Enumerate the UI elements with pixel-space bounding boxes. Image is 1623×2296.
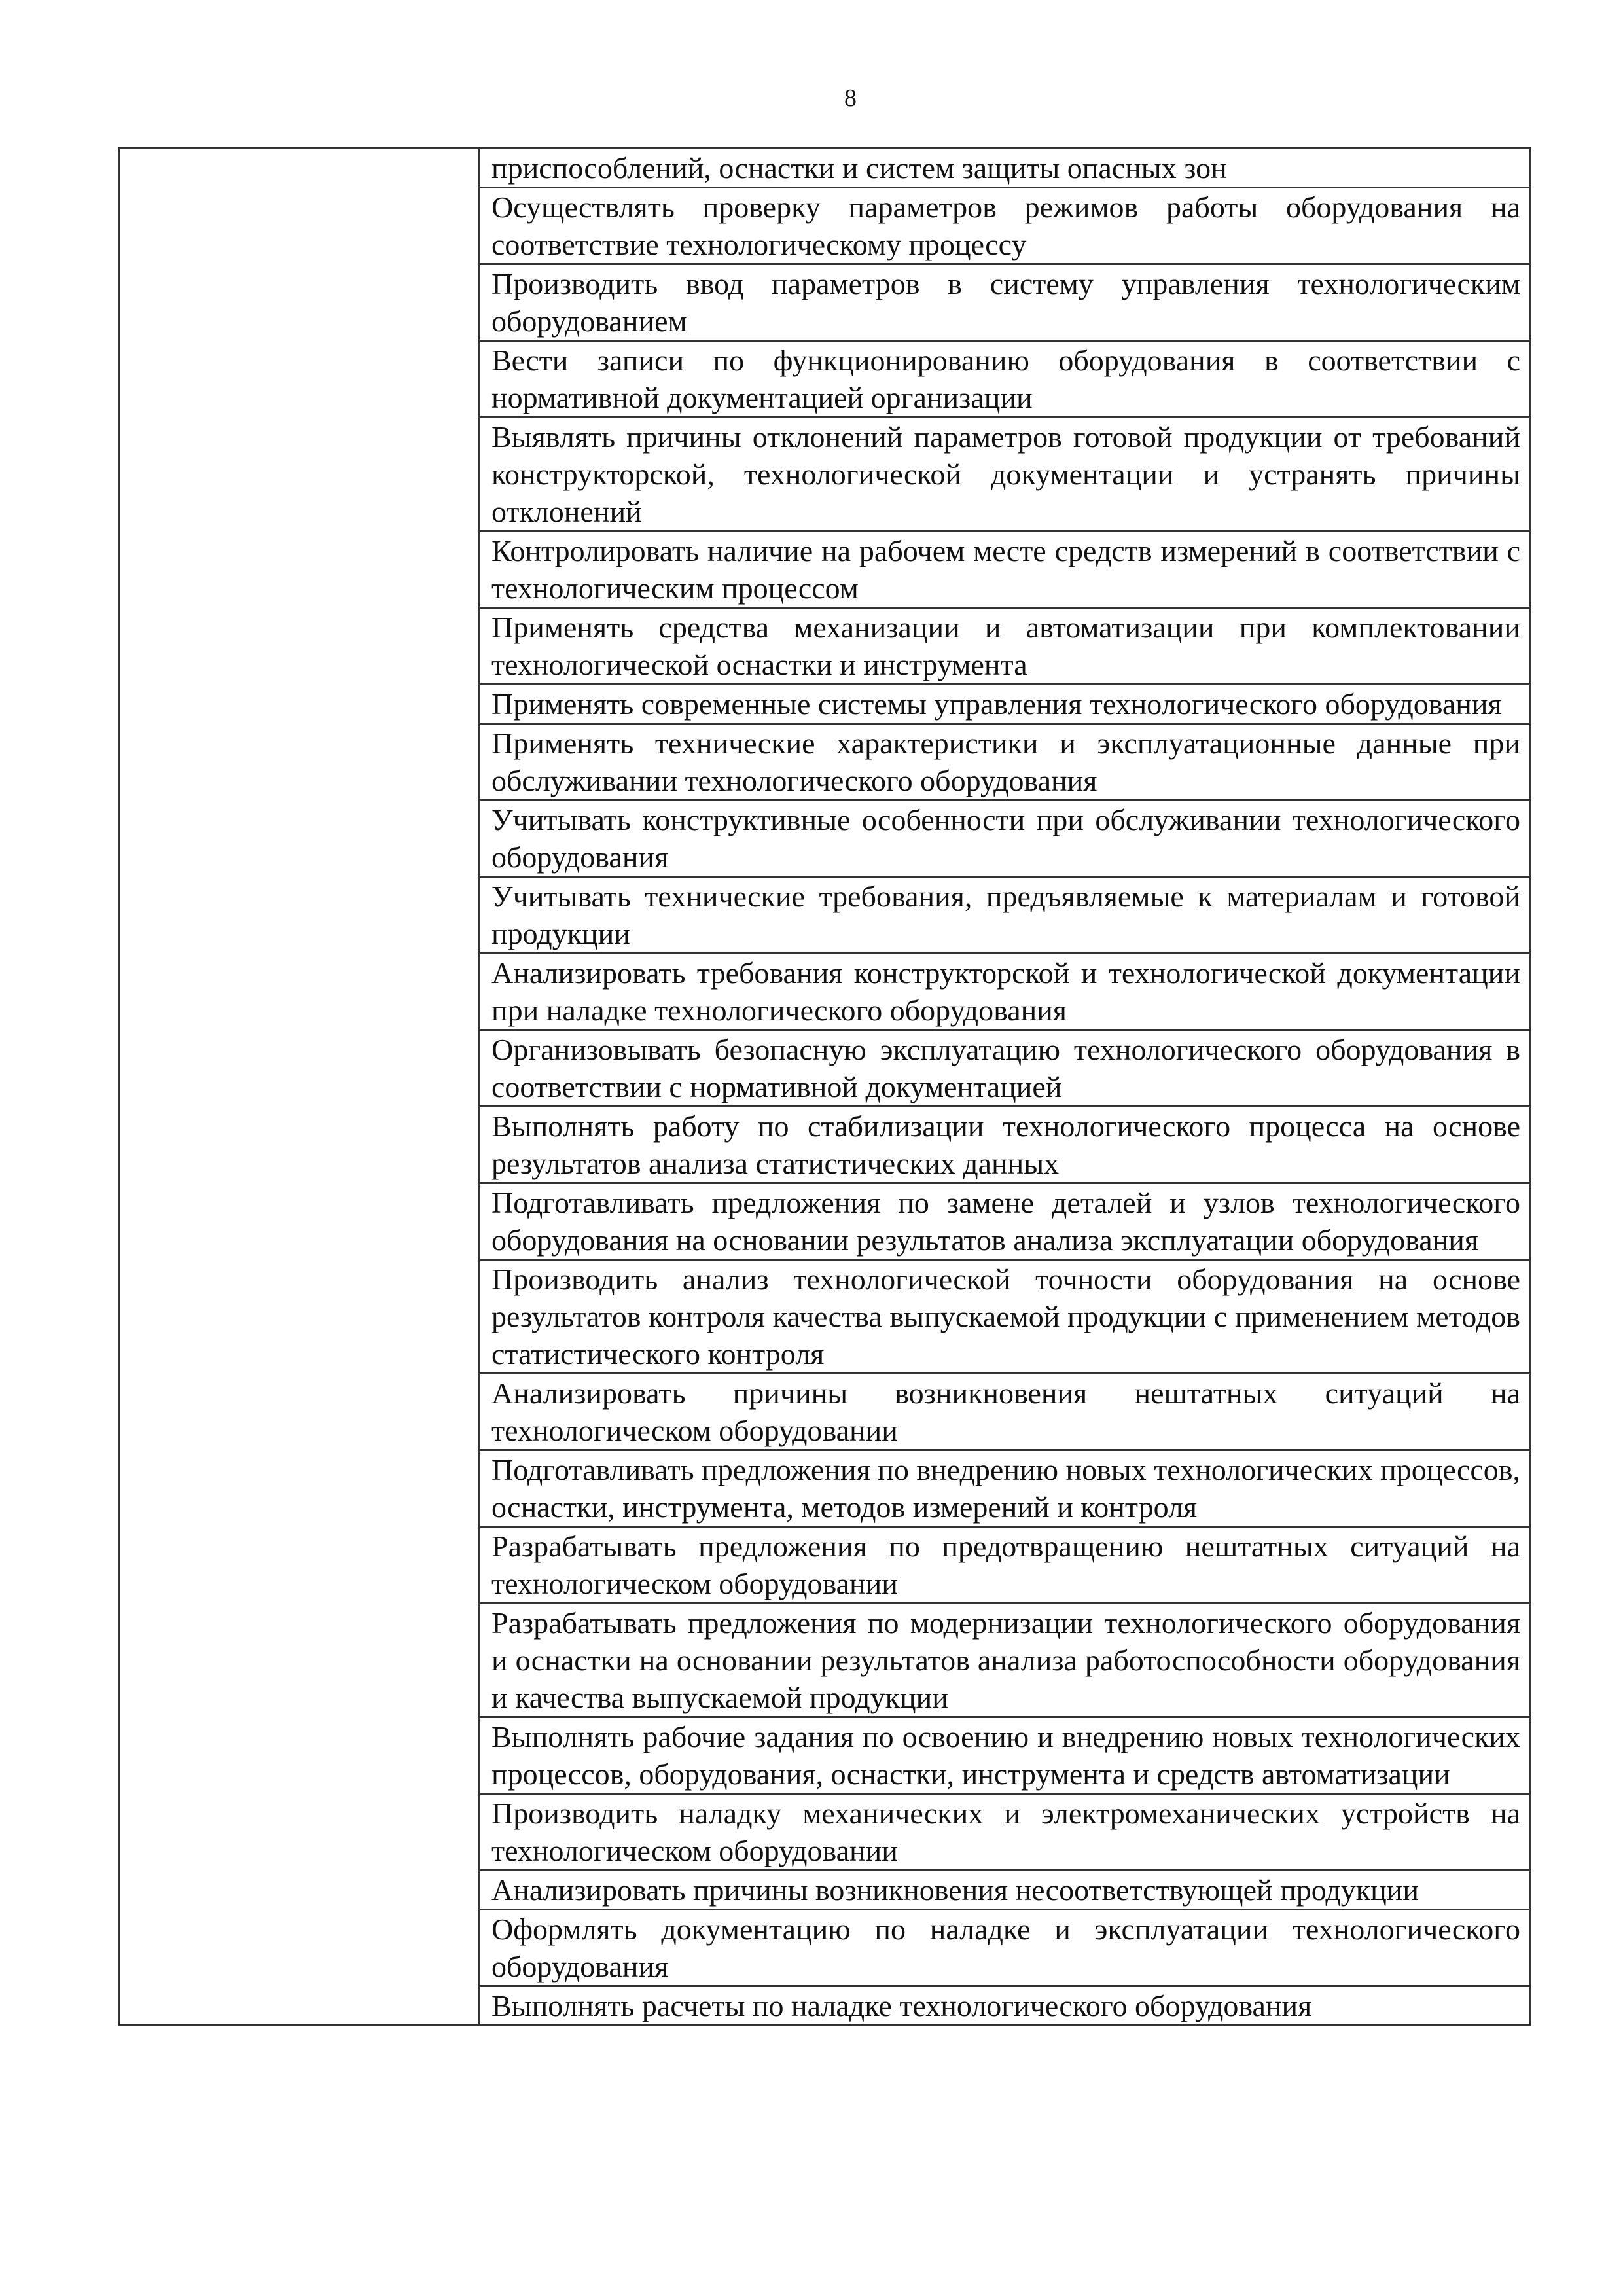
row-text: Оформлять документацию по наладке и эксплуатации технологического оборудования <box>491 1912 1520 1983</box>
table-row <box>119 149 1531 188</box>
row-text: Учитывать технические требования, предъявляемые к материалам и готовой продукции <box>491 880 1520 950</box>
table-cell <box>479 1527 1531 1604</box>
requirements-table <box>118 147 1531 2026</box>
table-cell <box>479 1794 1531 1871</box>
row-text: Производить наладку механических и электромеханических устройств на технологическом оборудовании <box>491 1797 1520 1867</box>
row-text: Учитывать конструктивные особенности при обслуживании технологического оборудования <box>491 803 1520 874</box>
row-text: Производить анализ технологической точности оборудования на основе результатов контроля качества выпускаемой продукции с применением методов статистического контроля <box>491 1263 1520 1371</box>
row-text: Вести записи по функционированию оборудования в соответствии с нормативной документацией организации <box>491 344 1520 414</box>
left-empty-cell <box>119 149 479 2026</box>
row-text: приспособлений, оснастки и систем защиты опасных зон <box>491 151 1227 185</box>
table-cell <box>479 1260 1531 1374</box>
row-text: Разрабатывать предложения по предотвращению нештатных ситуаций на технологическом оборудовании <box>491 1530 1520 1600</box>
row-text: Анализировать причины возникновения несоответствующей продукции <box>491 1873 1419 1907</box>
table-cell <box>479 341 1531 418</box>
table-cell <box>479 1717 1531 1794</box>
row-text: Выполнять работу по стабилизации технологического процесса на основе результатов анализа статистических данных <box>491 1109 1520 1180</box>
row-text: Контролировать наличие на рабочем месте средств измерений в соответствии с технологическим процессом <box>491 534 1520 605</box>
row-text: Выполнять рабочие задания по освоению и внедрению новых технологических процессов, оборудования, оснастки, инструмента и средств автоматизации <box>491 1720 1520 1791</box>
table-cell <box>479 1183 1531 1260</box>
table-cell <box>479 531 1531 608</box>
row-text: Анализировать причины возникновения нештатных ситуаций на технологическом оборудовании <box>491 1376 1520 1447</box>
row-text: Применять технические характеристики и эксплуатационные данные при обслуживании технологического оборудования <box>491 726 1520 797</box>
row-text: Организовывать безопасную эксплуатацию технологического оборудования в соответствии с нормативной документацией <box>491 1033 1520 1103</box>
page-number: 8 <box>844 84 857 112</box>
table-cell <box>479 264 1531 341</box>
table-cell <box>479 608 1531 685</box>
table-cell <box>479 685 1531 724</box>
table-cell <box>479 954 1531 1030</box>
table-cell <box>479 1986 1531 2026</box>
table-cell <box>479 800 1531 877</box>
row-text: Применять средства механизации и автоматизации при комплектовании технологической оснастки и инструмента <box>491 611 1520 681</box>
table-cell <box>479 149 1531 188</box>
table-cell <box>479 1910 1531 1986</box>
row-text: Выполнять расчеты по наладке технологического оборудования <box>491 1989 1312 2022</box>
table-cell <box>479 188 1531 264</box>
table-cell <box>479 1030 1531 1107</box>
row-text: Подготавливать предложения по внедрению новых технологических процессов, оснастки, инструмента, методов измерений и контроля <box>491 1453 1520 1524</box>
table-cell <box>479 877 1531 954</box>
table-cell <box>479 1450 1531 1527</box>
row-text: Разрабатывать предложения по модернизации технологического оборудования и оснастки на основании результатов анализа работоспособности оборудования и качества выпускаемой продукции <box>491 1606 1520 1714</box>
table-cell <box>479 1604 1531 1717</box>
row-text: Производить ввод параметров в систему управления технологическим оборудованием <box>491 267 1520 338</box>
row-text: Выявлять причины отклонений параметров готовой продукции от требований конструкторской, технологической документации и устранять причины отклонений <box>491 420 1520 528</box>
row-text: Применять современные системы управления технологического оборудования <box>491 687 1502 721</box>
row-text: Подготавливать предложения по замене деталей и узлов технологического оборудования на основании результатов анализа эксплуатации оборудования <box>491 1186 1520 1257</box>
table-cell <box>479 1107 1531 1183</box>
table-cell <box>479 1871 1531 1910</box>
table-cell <box>479 418 1531 531</box>
row-text: Осуществлять проверку параметров режимов работы оборудования на соответствие технологическому процессу <box>491 190 1520 261</box>
table-cell <box>479 1374 1531 1450</box>
row-text: Анализировать требования конструкторской и технологической документации при наладке технологического оборудования <box>491 956 1520 1027</box>
table-cell <box>479 724 1531 800</box>
